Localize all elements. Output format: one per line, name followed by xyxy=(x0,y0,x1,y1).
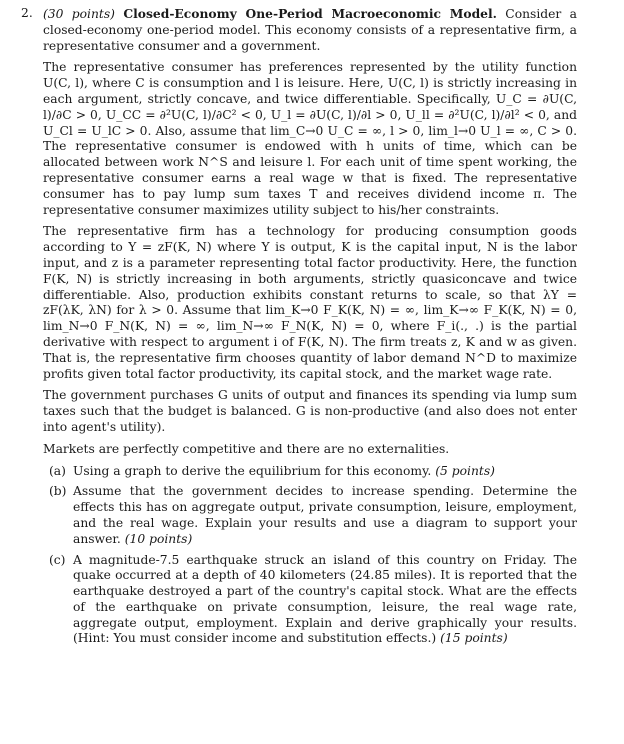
question-parts xyxy=(43,464,577,648)
government-paragraph: The government purchases G units of output and finances its spending via lump sum taxes such that the budget is balanced. G is non-productive (and also does not enter into agent's utility). xyxy=(43,388,577,434)
part-a xyxy=(43,464,577,480)
problem-points: (30 points) xyxy=(43,7,115,21)
problem-2 xyxy=(21,6,577,652)
markets-paragraph: Markets are perfectly competitive and there are no externalities. xyxy=(43,441,450,456)
part-label: (c) xyxy=(49,552,66,567)
problem-title: Closed-Economy One-Period Macroeconomic Model. xyxy=(123,6,497,21)
part-text: Assume that the government decides to increase spending. Determine the effects this has on aggregate output, private consumption, leisure, employment, and the real wage. Explain your results and use a diagram to support your answer. xyxy=(73,484,577,546)
part-b xyxy=(43,484,577,547)
part-points: (5 points) xyxy=(435,463,495,478)
part-text: A magnitude-7.5 earthquake struck an island of this country on Friday. The quake occurred at a depth of 40 kilometers (24.85 miles). It is reported that the earthquake destroyed a part of the country's capital stock. What are the effects of the earthquake on private consumption, leisure, the real wage rate, aggregate output, employment. Explain and derive graphically your results. (Hint: You must consider income and substitution effects.) xyxy=(73,552,577,646)
part-points: (15 points) xyxy=(440,631,508,646)
problem-number: 2. xyxy=(21,6,33,20)
part-points: (10 points) xyxy=(124,531,193,546)
part-label: (a) xyxy=(49,463,66,478)
consumer-paragraph: The representative consumer has preferences represented by the utility function U(C, l), where C is consumption and l is leisure. Here, U(C, l) is strictly increasing in each argument, strictly concave, and twice differentiable. Specifically, U_C = ∂U(C, l)/∂C > 0, U_CC = ∂²U(C, l)/∂C² < 0, U_l = ∂U(C, l)/∂l > 0, U_ll = ∂²U(C, l)/∂l² < 0, and U_Cl = U_lC > 0. Also, assume that lim_C→0 U_C = ∞, l > 0, lim_l→0 U_l = ∞, C > 0. The representative consumer is endowed with h units of time, which can be allocated between work N^S and leisure l. For each unit of time spent working, the representative consumer earns a real wage w that is fixed. The representative consumer has to pay lump sum taxes T and receives dividend income π. The representative consumer maximizes utility subject to his/her constraints. xyxy=(43,60,577,217)
problem-header xyxy=(43,6,577,54)
firm-paragraph: The representative firm has a technology for producing consumption goods according to Y = zF(K, N) where Y is output, K is the capital input, N is the labor input, and z is a parameter representing total factor productivity. Here, the function F(K, N) is strictly increasing in both arguments, strictly quasiconcave and twice differentiable. Also, production exhibits constant returns to scale, so that λY = zF(λK, λN) for λ > 0. Assume that lim_K→0 F_K(K, N) = ∞, lim_K→∞ F_K(K, N) = 0, lim_N→0 F_N(K, N) = ∞, lim_N→∞ F_N(K, N) = 0, where F_i(., .) is the partial derivative with respect to argument i of F(K, N). The firm treats z, K and w as given. That is, the representative firm chooses quantity of labor demand N^D to maximize profits given total factor productivity, its capital stock, and the market wage rate. xyxy=(43,224,577,381)
part-text: Using a graph to derive the equilibrium for this economy. xyxy=(73,463,432,478)
problem-intro: Consider a closed-economy one-period model. This economy consists of a representative firm, a representative consumer and a government. xyxy=(43,7,577,53)
part-c xyxy=(43,553,577,648)
part-label: (b) xyxy=(49,484,67,499)
problem-body xyxy=(43,60,577,647)
